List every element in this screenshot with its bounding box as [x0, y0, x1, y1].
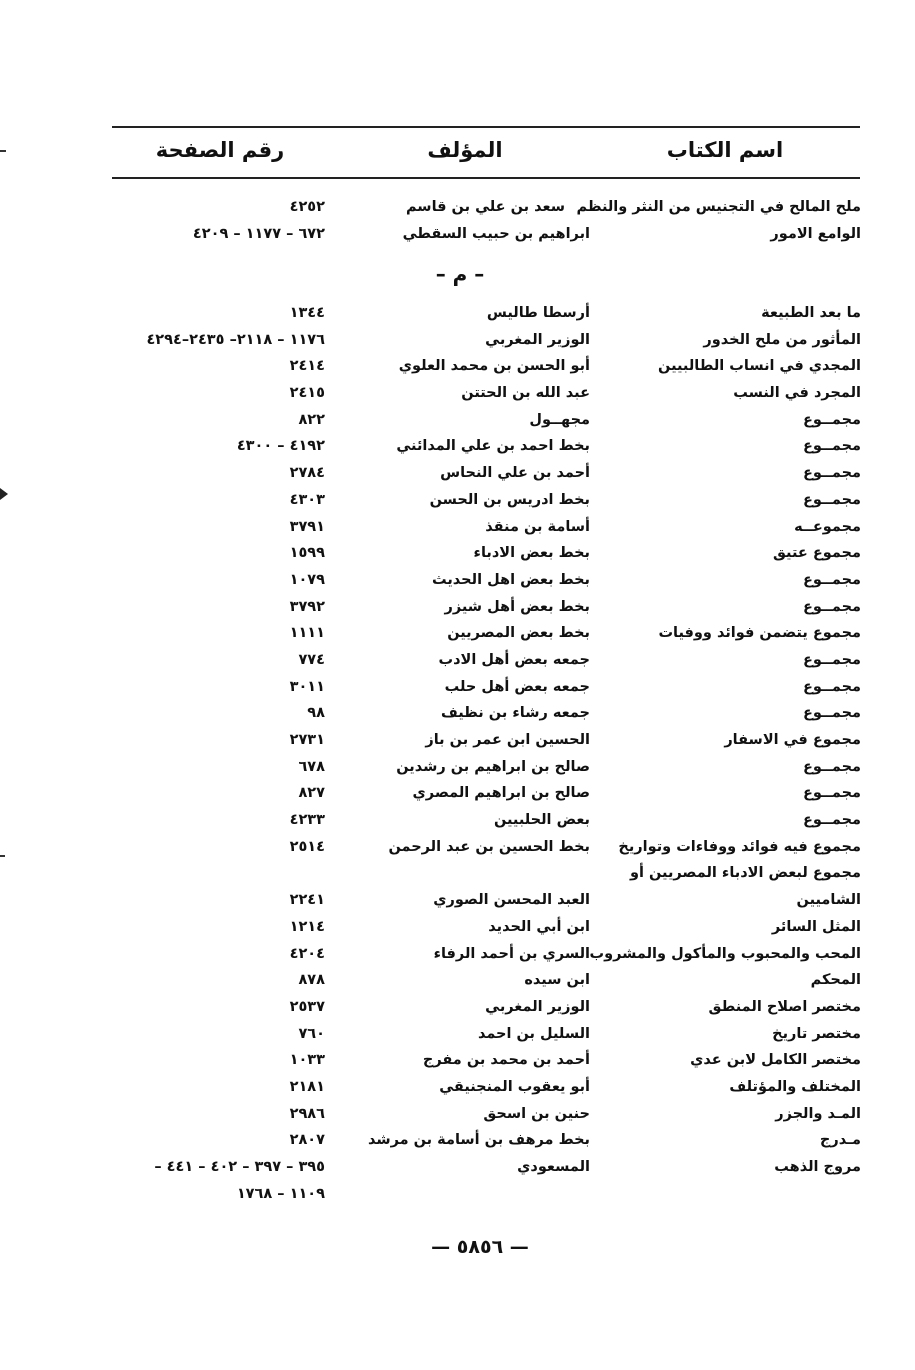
page-refs: ٢٤١٥	[289, 385, 325, 402]
page-refs: ٣٧٩٢	[289, 598, 325, 615]
book-title: مجمــوع	[802, 785, 861, 802]
book-author: صالح بن ابراهيم بن رشدين	[396, 758, 590, 775]
table-row	[0, 489, 915, 516]
book-author: الوزير المغربي	[485, 331, 590, 348]
book-author: بخط مرهف بن أسامة بن مرشد	[367, 1132, 590, 1149]
column-header-author: المؤلف	[427, 138, 503, 162]
page-refs: ٤٢٣٣	[289, 812, 325, 829]
page-refs: ١٠٣٣	[289, 1052, 325, 1069]
page-refs: ٢٨٠٧	[289, 1132, 325, 1149]
book-title: مجمــوع	[802, 678, 861, 695]
page-refs: ٢٢٤١	[289, 892, 325, 909]
table-row	[0, 516, 915, 543]
book-title: مختصر تاريخ	[772, 1025, 861, 1042]
page-refs: ٢١٨١	[289, 1078, 325, 1095]
page-refs: ٢٥١٤	[289, 838, 325, 855]
table-row	[0, 569, 915, 596]
book-author: حنين بن اسحق	[483, 1105, 590, 1122]
book-title: مجمــوع	[802, 812, 861, 829]
book-title: مختصر اصلاح المنطق	[708, 998, 861, 1015]
scan-edge-mark	[0, 150, 6, 152]
book-author: بخط بعض الادباء	[473, 545, 590, 562]
book-author: السري بن أحمد الرفاء	[433, 945, 590, 962]
book-author: بعض الحلبيين	[493, 812, 590, 829]
table-row	[0, 1129, 915, 1156]
book-title: ملح المالح في التجنيس من النثر والنظم	[576, 199, 861, 215]
table-row	[0, 782, 915, 809]
book-title: المثل السائر	[771, 918, 861, 935]
book-author: بخط احمد بن علي المدائني	[396, 438, 590, 455]
table-row	[0, 355, 915, 382]
book-author: السليل بن احمد	[477, 1025, 590, 1042]
page-refs: ٦٧٨	[298, 758, 325, 775]
header-bottom-rule	[112, 177, 860, 179]
page-refs: ١٥٩٩	[289, 545, 325, 562]
book-author: أحمد بن علي النحاس	[440, 465, 590, 482]
page-refs: ٢٧٣١	[289, 732, 325, 748]
book-author: الحسين ابن عمر بن باز	[425, 732, 590, 748]
entries-list	[0, 302, 915, 1209]
table-row	[0, 223, 915, 250]
book-title: المجدي في انساب الطالبيين	[658, 358, 861, 375]
table-row	[0, 409, 915, 436]
table-row	[0, 542, 915, 569]
book-author: العبد المحسن الصوري	[433, 892, 590, 909]
page-refs: ٤٢٠٤	[289, 945, 325, 962]
table-row	[0, 1076, 915, 1103]
header-top-rule	[112, 126, 860, 128]
page-refs: ٢٩٨٦	[289, 1105, 325, 1122]
book-title: مختصر الكامل لابن عدي	[690, 1052, 861, 1069]
book-title: مجمــوع	[802, 758, 861, 775]
page-refs: ٧٦٠	[298, 1025, 325, 1042]
book-title: مجموعــه	[794, 518, 861, 535]
table-row	[0, 382, 915, 409]
table-row	[0, 916, 915, 943]
book-author: بخط ادريس بن الحسن	[429, 491, 590, 508]
book-author: أسامة بن منقذ	[485, 518, 590, 535]
page-refs: ٣٧٩١	[289, 518, 325, 535]
book-author: جمعه رشاء بن نظيف	[440, 705, 590, 722]
book-author: أبو الحسن بن محمد العلوي	[398, 358, 590, 375]
table-row	[0, 329, 915, 356]
book-author: صالح بن ابراهيم المصري	[412, 785, 590, 802]
table-row	[0, 969, 915, 996]
book-title: المـد والجزر	[775, 1105, 861, 1122]
page-refs: ٣٩٥ – ٣٩٧ – ٤٠٢ – ٤٤١ –	[154, 1159, 325, 1175]
book-title: مجمــوع	[802, 411, 861, 428]
book-author: الوزير المغربي	[485, 998, 590, 1015]
book-title: ما بعد الطبيعة	[761, 305, 861, 321]
book-title: الشاميين	[796, 892, 861, 909]
table-row	[0, 1023, 915, 1050]
page-refs: ١٠٧٩	[289, 571, 325, 588]
book-author: جمعه بعض أهل حلب	[444, 678, 590, 695]
book-author: بخط بعض المصريين	[447, 625, 590, 642]
book-author: أبو يعقوب المنجنيقي	[439, 1078, 590, 1095]
table-row	[0, 462, 915, 489]
table-row	[0, 889, 915, 916]
book-title: الوامع الامور	[770, 225, 861, 242]
table-row	[0, 622, 915, 649]
page-refs: ٨٧٨	[298, 972, 325, 989]
section-letter-heading: – م –	[435, 262, 485, 286]
page-refs: ٨٢٧	[298, 785, 325, 802]
page-refs: ٤١٩٢ – ٤٣٠٠	[236, 438, 325, 455]
book-title: المحكم	[810, 972, 861, 989]
book-author: عبد الله بن الحتتن	[461, 385, 590, 402]
book-title: مجمــوع	[802, 465, 861, 482]
page-refs: ٤٣٠٣	[289, 491, 325, 508]
book-author: ابن سيده	[524, 972, 590, 989]
page-refs: ١٢١٤	[289, 918, 325, 935]
book-author: ابن أبي الحديد	[488, 918, 590, 935]
table-row	[0, 435, 915, 462]
book-title: مجموع لبعض الادباء المصريين أو	[629, 865, 861, 882]
book-title: مجموع في الاسفار	[724, 732, 861, 748]
table-row	[0, 1183, 915, 1210]
book-author: سعد بن علي بن قاسم	[405, 199, 565, 215]
book-title: المحب والمحبوب والمأكول والمشروب	[589, 945, 861, 962]
book-title: مجمــوع	[802, 571, 861, 588]
book-title: مجموع فيه فوائد ووفاءات وتواريخ	[618, 838, 861, 855]
page-refs: ١١٠٩ – ١٧٦٨	[236, 1185, 325, 1202]
book-title: المجرد في النسب	[733, 385, 861, 402]
page-refs: ١٣٤٤	[289, 305, 325, 321]
table-row	[0, 809, 915, 836]
table-row	[0, 676, 915, 703]
book-author: بخط الحسين بن عبد الرحمن	[388, 838, 590, 855]
table-row	[0, 196, 915, 223]
book-title: مجمــوع	[802, 651, 861, 668]
page-refs: ٦٧٢ – ١١٧٧ – ٤٢٠٩	[192, 225, 325, 242]
book-title: المأثور من ملح الخدور	[703, 331, 861, 348]
page-number: — ٥٨٥٦ —	[431, 1236, 529, 1258]
book-author: جمعه بعض أهل الادب	[438, 651, 590, 668]
table-row	[0, 596, 915, 623]
page-refs: ١١١١	[289, 625, 325, 642]
book-author: بخط بعض أهل شيزر	[444, 598, 590, 615]
page-refs: ٢٥٣٧	[289, 998, 325, 1015]
page-refs: ٧٧٤	[298, 651, 325, 668]
table-row	[0, 836, 915, 863]
scan-edge-mark	[0, 855, 5, 857]
table-row	[0, 1156, 915, 1183]
book-author: أرسطا طاليس	[486, 305, 590, 321]
table-row	[0, 1103, 915, 1130]
book-author: بخط بعض اهل الحديث	[432, 571, 590, 588]
book-title: مجمــوع	[802, 705, 861, 722]
table-row	[0, 756, 915, 783]
book-title: مجمــوع	[802, 438, 861, 455]
book-author: أحمد بن محمد بن مفرج	[422, 1052, 590, 1069]
page-refs: ٢٤١٤	[289, 358, 325, 375]
page-refs: ٢٧٨٤	[289, 465, 325, 482]
book-title: مروج الذهب	[774, 1159, 861, 1175]
table-row	[0, 649, 915, 676]
table-row	[0, 943, 915, 970]
table-row	[0, 302, 915, 329]
table-row	[0, 702, 915, 729]
page-refs: ٤٢٥٢	[289, 199, 325, 215]
page-refs: ٨٢٢	[298, 411, 325, 428]
book-title: مجموع عتيق	[772, 545, 861, 562]
book-author: ابراهيم بن حبيب السقطي	[402, 225, 590, 242]
book-title: المختلف والمؤتلف	[729, 1078, 861, 1095]
page-refs: ٣٠١١	[289, 678, 325, 695]
book-title: مجمــوع	[802, 491, 861, 508]
column-header-title: اسم الكتاب	[666, 138, 784, 162]
page-refs: ٩٨	[307, 705, 325, 722]
book-author: المسعودي	[517, 1159, 590, 1175]
table-row	[0, 1049, 915, 1076]
entries-top	[0, 196, 915, 249]
column-header-page: رقم الصفحة	[155, 138, 285, 162]
table-row	[0, 996, 915, 1023]
page-refs: ١١٧٦ – ٢١١٨– ٢٤٣٥–٤٢٩٤	[146, 331, 325, 348]
book-title: مـدرج	[819, 1132, 861, 1149]
table-row	[0, 862, 915, 889]
table-row	[0, 729, 915, 756]
book-title: مجمــوع	[802, 598, 861, 615]
scan-edge-mark	[0, 488, 8, 500]
book-author: مجهــول	[529, 411, 590, 428]
book-title: مجموع يتضمن فوائد ووفيات	[658, 625, 861, 642]
